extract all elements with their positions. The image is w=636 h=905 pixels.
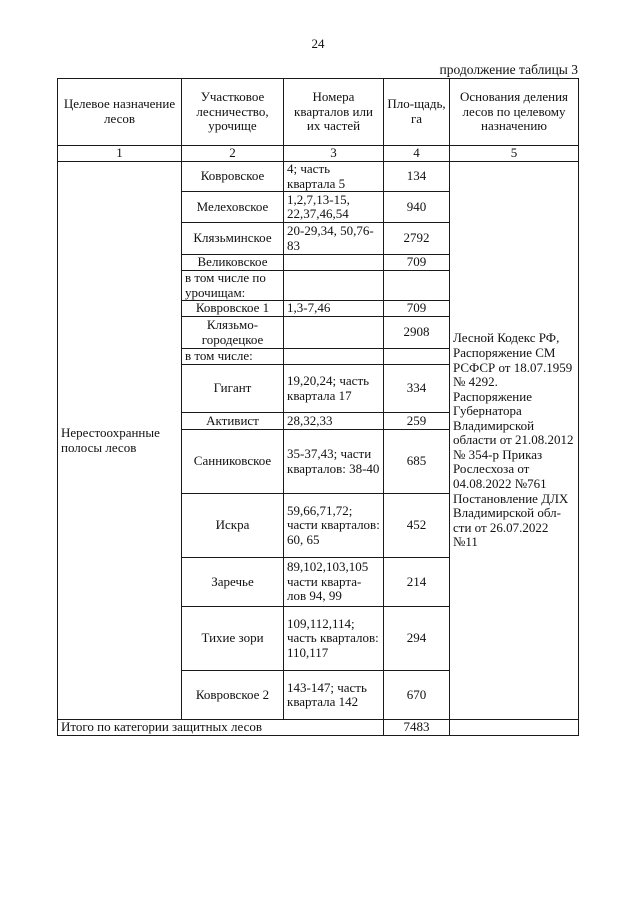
purpose-cell: Нерестоохранные полосы лесов (58, 162, 182, 720)
column-number: 4 (384, 146, 450, 162)
quarter-numbers: 59,66,71,72; части кварталов: 60, 65 (284, 494, 384, 558)
forestry-name: в том числе: (182, 349, 284, 365)
total-row (58, 720, 579, 736)
area-value: 259 (384, 413, 450, 430)
quarter-numbers (284, 317, 384, 349)
forestry-name: Ковровское 1 (182, 301, 284, 317)
quarter-numbers (284, 255, 384, 271)
quarter-numbers: 28,32,33 (284, 413, 384, 430)
header-cell: Основания деления лесов по целевому назначению (450, 79, 579, 146)
header-row (58, 79, 579, 146)
column-number: 5 (450, 146, 579, 162)
forestry-name: в том числе по урочищам: (182, 271, 284, 301)
forest-purpose-table (57, 78, 579, 736)
header-cell: Номера кварталов или их частей (284, 79, 384, 146)
header-cell: Целевое назначение лесов (58, 79, 182, 146)
quarter-numbers: 109,112,114; часть кварталов: 110,117 (284, 607, 384, 671)
area-value: 709 (384, 255, 450, 271)
page-number: 24 (311, 36, 325, 51)
area-value: 294 (384, 607, 450, 671)
area-value (384, 271, 450, 301)
quarter-numbers: 35-37,43; части кварталов: 38-40 (284, 430, 384, 494)
area-value: 134 (384, 162, 450, 192)
quarter-numbers: 1,2,7,13-15, 22,37,46,54 (284, 192, 384, 223)
forestry-name: Заречье (182, 558, 284, 607)
area-value: 940 (384, 192, 450, 223)
table-continuation-label: продолжение таблицы 3 (439, 62, 578, 77)
quarter-numbers (284, 271, 384, 301)
forestry-name: Великовское (182, 255, 284, 271)
forestry-name: Ковровское 2 (182, 671, 284, 720)
table-row (58, 162, 579, 192)
quarter-numbers: 143-147; часть квартала 142 (284, 671, 384, 720)
column-number: 3 (284, 146, 384, 162)
total-label: Итого по категории защитных лесов (58, 720, 384, 736)
forestry-name: Мелеховское (182, 192, 284, 223)
forestry-name: Клязьминское (182, 223, 284, 255)
area-value (384, 349, 450, 365)
column-number: 1 (58, 146, 182, 162)
area-value: 685 (384, 430, 450, 494)
quarter-numbers: 89,102,103,105 части кварта-лов 94, 99 (284, 558, 384, 607)
forestry-name: Ковровское (182, 162, 284, 192)
quarter-numbers (284, 349, 384, 365)
forestry-name: Клязьмо-городецкое (182, 317, 284, 349)
empty-cell (450, 720, 579, 736)
quarter-numbers: 20-29,34, 50,76-83 (284, 223, 384, 255)
area-value: 214 (384, 558, 450, 607)
header-cell: Пло-щадь, га (384, 79, 450, 146)
forestry-name: Искра (182, 494, 284, 558)
quarter-numbers: 4; часть квартала 5 (284, 162, 384, 192)
total-area: 7483 (384, 720, 450, 736)
area-value: 2792 (384, 223, 450, 255)
area-value: 709 (384, 301, 450, 317)
forestry-name: Активист (182, 413, 284, 430)
quarter-numbers: 1,3-7,46 (284, 301, 384, 317)
forestry-name: Гигант (182, 365, 284, 413)
area-value: 2908 (384, 317, 450, 349)
area-value: 670 (384, 671, 450, 720)
header-cell: Участковое лесничество, урочище (182, 79, 284, 146)
quarter-numbers: 19,20,24; часть квартала 17 (284, 365, 384, 413)
column-number: 2 (182, 146, 284, 162)
basis-cell: Лесной Кодекс РФ, Распоряжение СМ РСФСР от 18.07.1959 № 4292. Распоряжение Губернатора Владимирской области от 21.08.2012 № 354-р Приказ Рослесхоза от 04.08.2022 №761 Постановление ДЛХ Владимирской обл-сти от 26.07.2022 №11 (450, 162, 579, 720)
forestry-name: Тихие зори (182, 607, 284, 671)
forestry-name: Санниковское (182, 430, 284, 494)
area-value: 452 (384, 494, 450, 558)
area-value: 334 (384, 365, 450, 413)
column-number-row (58, 146, 579, 162)
